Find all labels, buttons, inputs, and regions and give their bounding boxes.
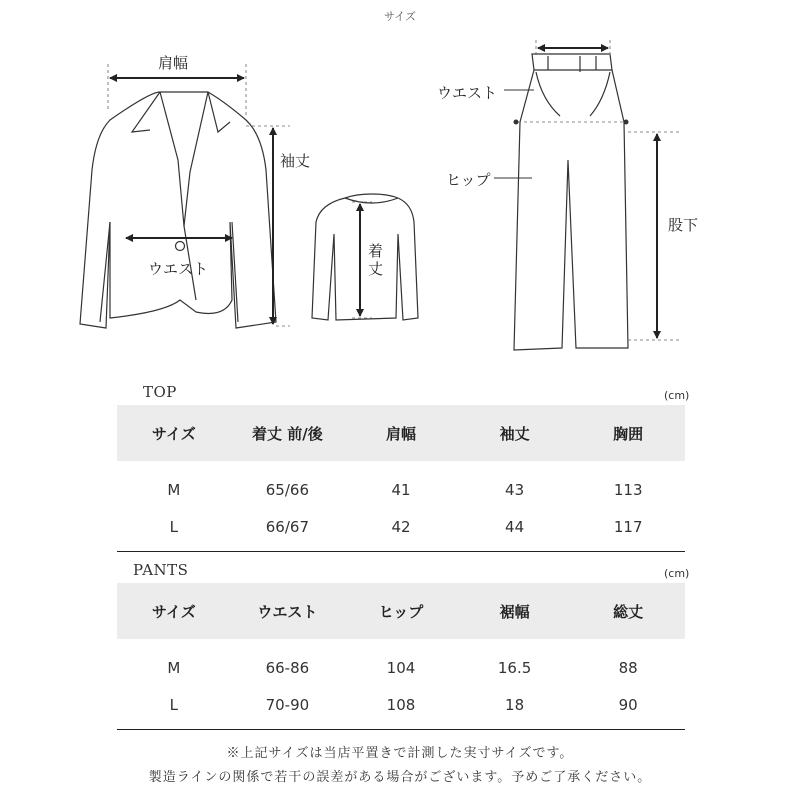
table-cell: 65/66: [265, 480, 309, 499]
button-icon: [176, 242, 185, 251]
table-cell: 113: [613, 480, 643, 499]
jacket-waist-label: ウエスト: [148, 260, 209, 278]
table-cell: 104: [386, 658, 416, 677]
column-header: 袖丈: [458, 405, 572, 461]
table-cell: M: [167, 658, 181, 677]
hip-label: ヒップ: [446, 171, 491, 189]
sleeve-label: 袖丈: [280, 152, 311, 170]
jacket-back-drawing: [312, 194, 418, 320]
column-header: 胸囲: [571, 405, 685, 461]
table-row: [117, 461, 685, 508]
table-header-row: [117, 583, 685, 639]
top-section-title: TOP: [143, 383, 177, 401]
length-label-2: 丈: [368, 260, 384, 278]
page-title: サイズ: [383, 10, 417, 23]
table-cell: M: [167, 480, 181, 499]
table-cell: L: [117, 508, 231, 552]
column-header: サイズ: [117, 583, 231, 639]
table-cell: 16.5: [497, 658, 532, 677]
table-cell: 41: [391, 480, 411, 499]
column-header: 肩幅: [344, 405, 458, 461]
inseam-label: 股下: [668, 216, 699, 234]
table-cell: 44: [458, 508, 572, 552]
column-header: サイズ: [117, 405, 231, 461]
table-cell: 108: [344, 686, 458, 730]
table-cell: 117: [571, 508, 685, 552]
size-diagram: [0, 0, 800, 370]
table-cell: 88: [618, 658, 638, 677]
pants-drawing: [514, 54, 628, 350]
table-cell: L: [117, 686, 231, 730]
table-cell: 66/67: [231, 508, 345, 552]
jacket-front-drawing: [80, 92, 276, 328]
length-label-1: 着: [368, 242, 384, 260]
table-row: [117, 639, 685, 686]
column-header: ヒップ: [344, 583, 458, 639]
table-header-row: [117, 405, 685, 461]
column-header: 総丈: [571, 583, 685, 639]
table-cell: 43: [505, 480, 525, 499]
column-header: 裾幅: [458, 583, 572, 639]
note-line-2: 製造ラインの関係で若干の誤差がある場合がございます。予めご了承ください。: [148, 770, 652, 785]
table-cell: 42: [344, 508, 458, 552]
pants-size-table: [117, 583, 685, 730]
pants-waist-label: ウエスト: [437, 84, 498, 102]
table-cell: 90: [571, 686, 685, 730]
table-cell: 18: [458, 686, 572, 730]
shoulder-label: 肩幅: [158, 54, 189, 72]
pants-unit: (cm): [664, 567, 690, 580]
note-line-1: ※上記サイズは当店平置きで計測した実寸サイズです。: [226, 746, 574, 761]
pants-section-title: PANTS: [133, 561, 189, 579]
column-header: 着丈 前/後: [231, 405, 345, 461]
column-header: ウエスト: [231, 583, 345, 639]
table-row: [117, 686, 685, 730]
table-cell: 70-90: [231, 686, 345, 730]
top-unit: (cm): [664, 389, 690, 402]
top-size-table: [117, 405, 685, 552]
table-cell: 66-86: [265, 658, 310, 677]
table-row: [117, 508, 685, 552]
